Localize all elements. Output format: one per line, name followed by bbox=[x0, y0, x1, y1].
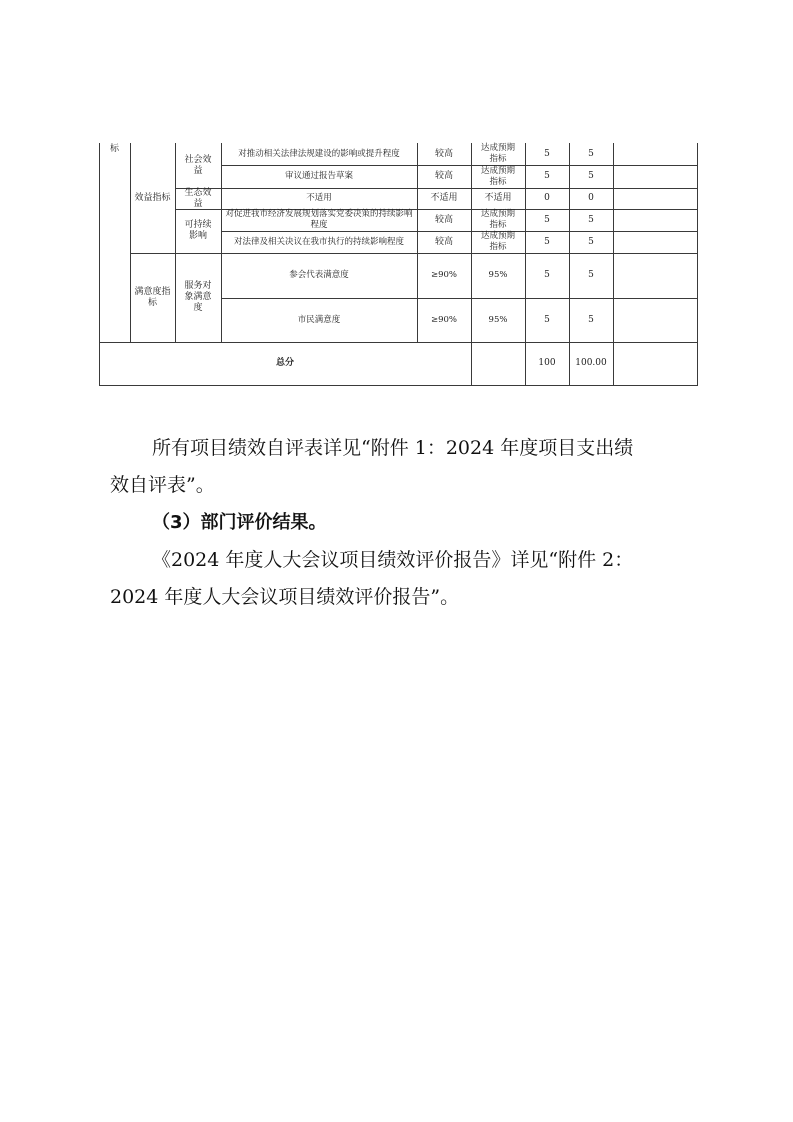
sustainability-cell: 可持续影响 bbox=[184, 220, 212, 241]
table-cell-score: 0 bbox=[588, 193, 594, 203]
table-cell-weight: 5 bbox=[544, 148, 550, 159]
table-cell-weight: 5 bbox=[544, 171, 550, 181]
table-cell-actual: 不适用 bbox=[484, 193, 512, 203]
table-cell-actual: 达成预期指标 bbox=[481, 165, 516, 187]
paragraph-line: 所有项目绩效自评表详见“附件 1：2024 年度项目支出绩 bbox=[152, 437, 634, 459]
table-cell-content: 对促进我市经济发展规划落实党委决策的持续影响程度 bbox=[225, 209, 413, 230]
total-score-cell: 100.00 bbox=[575, 358, 607, 368]
table-cell-actual: 95% bbox=[488, 314, 508, 325]
table-cell-target: 较高 bbox=[434, 236, 453, 247]
table-cell-content: 审议通过报告草案 bbox=[284, 171, 353, 181]
total-label-cell: 总分 bbox=[275, 358, 294, 368]
table-cell-weight: 0 bbox=[544, 193, 550, 203]
table-cell-content: 市民满意度 bbox=[297, 314, 341, 325]
table-cell-weight: 5 bbox=[544, 270, 550, 280]
first-level-indicator-cell: 标 bbox=[109, 143, 119, 154]
table-cell-content: 对推动相关法律法规建设的影响或提升程度 bbox=[238, 148, 400, 159]
table-cell-actual: 95% bbox=[488, 270, 508, 280]
table-cell-target: 较高 bbox=[434, 214, 453, 225]
table-cell-score: 5 bbox=[588, 236, 594, 247]
table-cell-actual: 达成预期指标 bbox=[481, 143, 516, 164]
table-cell-target: ≥90% bbox=[430, 270, 457, 280]
paragraph-line: 《2024 年度人大会议项目绩效评价报告》详见“附件 2： bbox=[152, 549, 634, 571]
table-cell-weight: 5 bbox=[544, 214, 550, 225]
table-cell-score: 5 bbox=[588, 148, 594, 159]
table-cell-actual: 达成预期指标 bbox=[481, 209, 516, 230]
performance-table bbox=[99, 143, 698, 386]
table-cell-content: 不适用 bbox=[306, 193, 332, 203]
table-border-bottom bbox=[99, 385, 698, 386]
social-benefit-cell: 社会效益 bbox=[184, 154, 212, 176]
total-weight-cell: 100 bbox=[538, 358, 556, 368]
table-cell-target: ≥90% bbox=[430, 314, 457, 325]
table-cell-content: 对法律及相关决议在我市执行的持续影响程度 bbox=[233, 236, 404, 247]
satisfaction-indicator-cell: 满意度指标 bbox=[134, 286, 171, 308]
paragraph-line: 2024 年度人大会议项目绩效评价报告”。 bbox=[110, 586, 460, 608]
table-cell-target: 较高 bbox=[434, 148, 453, 159]
table-cell-score: 5 bbox=[588, 314, 594, 325]
ecology-benefit-cell: 生态效益 bbox=[184, 187, 212, 209]
table-vline bbox=[613, 143, 614, 386]
table-cell-score: 5 bbox=[588, 171, 594, 181]
table-cell-content: 参会代表满意度 bbox=[289, 270, 349, 280]
table-cell-score: 5 bbox=[588, 214, 594, 225]
effect-indicator-cell: 效益指标 bbox=[134, 192, 171, 203]
service-satisfaction-cell: 服务对象满意度 bbox=[184, 281, 212, 313]
paragraph-line: 效自评表”。 bbox=[110, 474, 215, 496]
table-border-right bbox=[697, 143, 698, 386]
table-cell-weight: 5 bbox=[544, 236, 550, 247]
table-cell-target: 不适用 bbox=[430, 193, 458, 203]
section-heading: （3）部门评价结果。 bbox=[152, 512, 327, 533]
table-cell-target: 较高 bbox=[434, 171, 453, 181]
table-cell-weight: 5 bbox=[544, 314, 550, 325]
table-cell-actual: 达成预期指标 bbox=[481, 231, 516, 252]
table-cell-score: 5 bbox=[588, 270, 594, 280]
